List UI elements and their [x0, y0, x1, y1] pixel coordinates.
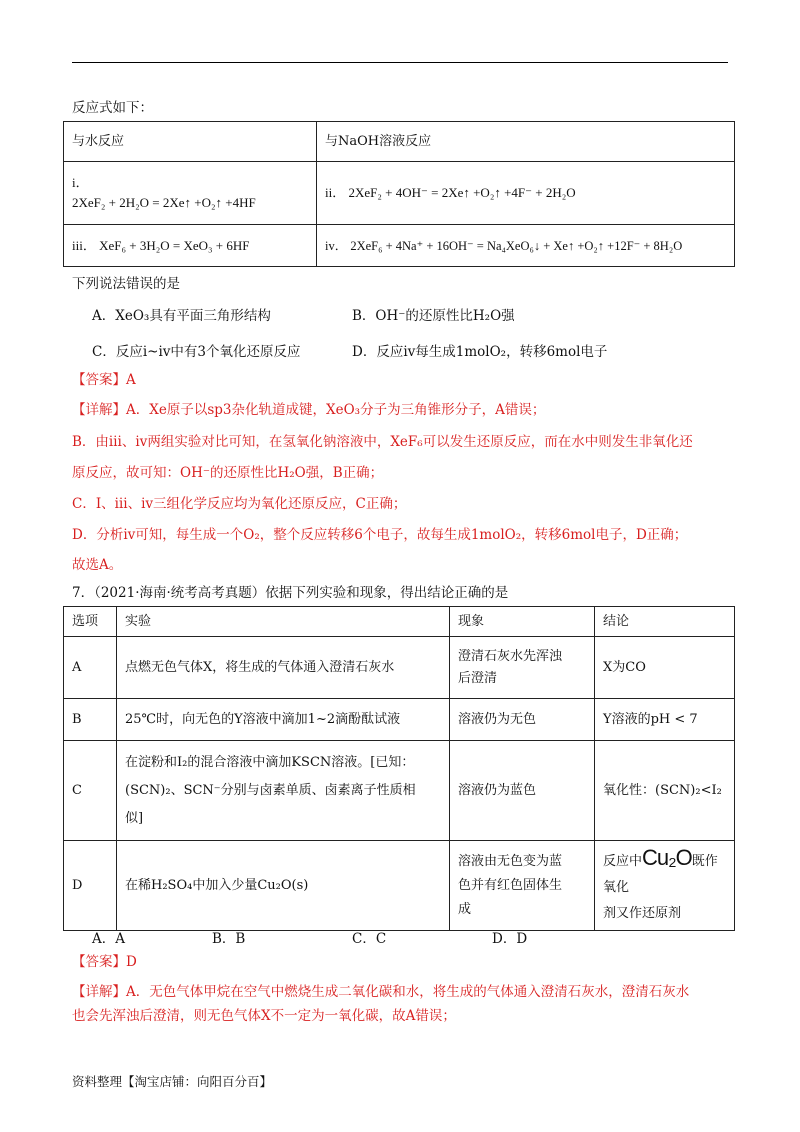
q6-option-b: B．OH⁻的还原性比H₂O强 — [352, 308, 515, 324]
footer-source: 资料整理【淘宝店铺：向阳百分百】 — [72, 1074, 273, 1089]
q6-answer-label: 【答案】 — [72, 372, 126, 388]
q6-option-c: C．反应ⅰ~ⅳ中有3个氧化还原反应 — [92, 344, 301, 360]
reaction-table — [63, 121, 735, 267]
exp-row-b: B 25℃时，向无色的Y溶液中滴加1~2滴酚酞试液 溶液仍为无色 Y溶液的pH < 7 — [64, 699, 735, 741]
exp-row-a: A 点燃无色气体X，将生成的气体通入澄清石灰水 澄清石灰水先浑浊 后澄清 X为CO — [64, 637, 735, 699]
q7-title: 7．（2021·海南·统考高考真题）依据下列实验和现象，得出结论正确的是 — [72, 585, 509, 601]
q6-detail-3: C．I、ⅲ、ⅳ三组化学反应均为氧化还原反应，C正确； — [72, 496, 407, 512]
experiment-table — [63, 606, 735, 931]
q6-option-a: A．XeO₃具有平面三角形结构 — [92, 308, 271, 324]
q6-option-d: D．反应ⅳ每生成1molO₂，转移6mol电子 — [352, 344, 608, 360]
exp-header-conclusion: 结论 — [595, 607, 735, 637]
q7-answer: 【答案】D — [72, 954, 137, 970]
intro-text: 反应式如下： — [72, 100, 153, 116]
reaction-i — [64, 162, 317, 225]
q6-detail-1: 【详解】A．Xe原子以sp3杂化轨道成键，XeO₃分子为三角锥形分子，A错误； — [72, 402, 546, 418]
reaction-ii: ii． 2XeF₂ + 4OH⁻ = 2Xe↑ +O₂↑ +4F⁻ + 2H₂O — [317, 162, 735, 225]
exp-row-d: D 在稀H₂SO₄中加入少量Cu₂O(s) 溶液由无色变为蓝 色并有红色固体生 成 反应中Cu₂O既作氧化 剂又作还原剂 — [64, 841, 735, 931]
q6-detail-2b: 原反应，故可知：OH⁻的还原性比H₂O强，B正确； — [72, 465, 384, 481]
q6-prompt: 下列说法错误的是 — [72, 276, 180, 292]
reaction-table-header-water: 与水反应 — [64, 122, 317, 162]
header-rule — [72, 62, 728, 63]
reaction-iv: iv． 2XeF₆ + 4Na⁺ + 16OH⁻ = Na₄XeO₆↓ + Xe↑ +O₂↑ +12F⁻ + 8H₂O — [317, 225, 735, 267]
q6-detail-label: 【详解】 — [72, 402, 126, 418]
q7-option-b: B．B — [212, 931, 246, 947]
cu2o-formula: Cu₂O — [642, 844, 692, 870]
q7-option-c: C．C — [352, 931, 387, 947]
reaction-table-header-naoh: 与NaOH溶液反应 — [317, 122, 735, 162]
q7-option-a: A．A — [92, 931, 125, 947]
q7-detail-1a: 【详解】A．无色气体甲烷在空气中燃烧生成二氧化碳和水，将生成的气体通入澄清石灰水，澄清石灰水 — [72, 984, 690, 1000]
q6-detail-4: D．分析ⅳ可知，每生成一个O₂，整个反应转移6个电子，故每生成1molO₂，转移6mol电子，D正确； — [72, 527, 688, 543]
reaction-i-equation: 2XeF₂ + 2H₂O = 2Xe↑ +O₂↑ +4HF — [72, 195, 256, 210]
reaction-i-label: i． — [72, 175, 89, 190]
q7-option-d: D．D — [492, 931, 528, 947]
exp-row-c: C 在淀粉和I₂的混合溶液中滴加KSCN溶液。[已知： (SCN)₂、SCN⁻分别与卤素单质、卤素离子性质相 似] 溶液仍为蓝色 氧化性：(SCN)₂<I₂ — [64, 741, 735, 841]
q7-detail-1b: 也会先浑浊后澄清，则无色气体X不一定为一氧化碳，故A错误； — [72, 1008, 456, 1024]
exp-header-phenomenon: 现象 — [450, 607, 595, 637]
q6-detail-5: 故选A。 — [72, 557, 123, 573]
q6-answer-value: A — [126, 372, 136, 388]
exp-header-option: 选项 — [64, 607, 117, 637]
q6-detail-2a: B．由ⅲ、ⅳ两组实验对比可知，在氢氧化钠溶液中，XeF₆可以发生还原反应，而在水中则发生非氧化还 — [72, 434, 693, 450]
q6-answer — [72, 370, 136, 390]
exp-header-experiment: 实验 — [117, 607, 450, 637]
reaction-iii: iii． XeF₆ + 3H₂O = XeO₃ + 6HF — [64, 225, 317, 267]
